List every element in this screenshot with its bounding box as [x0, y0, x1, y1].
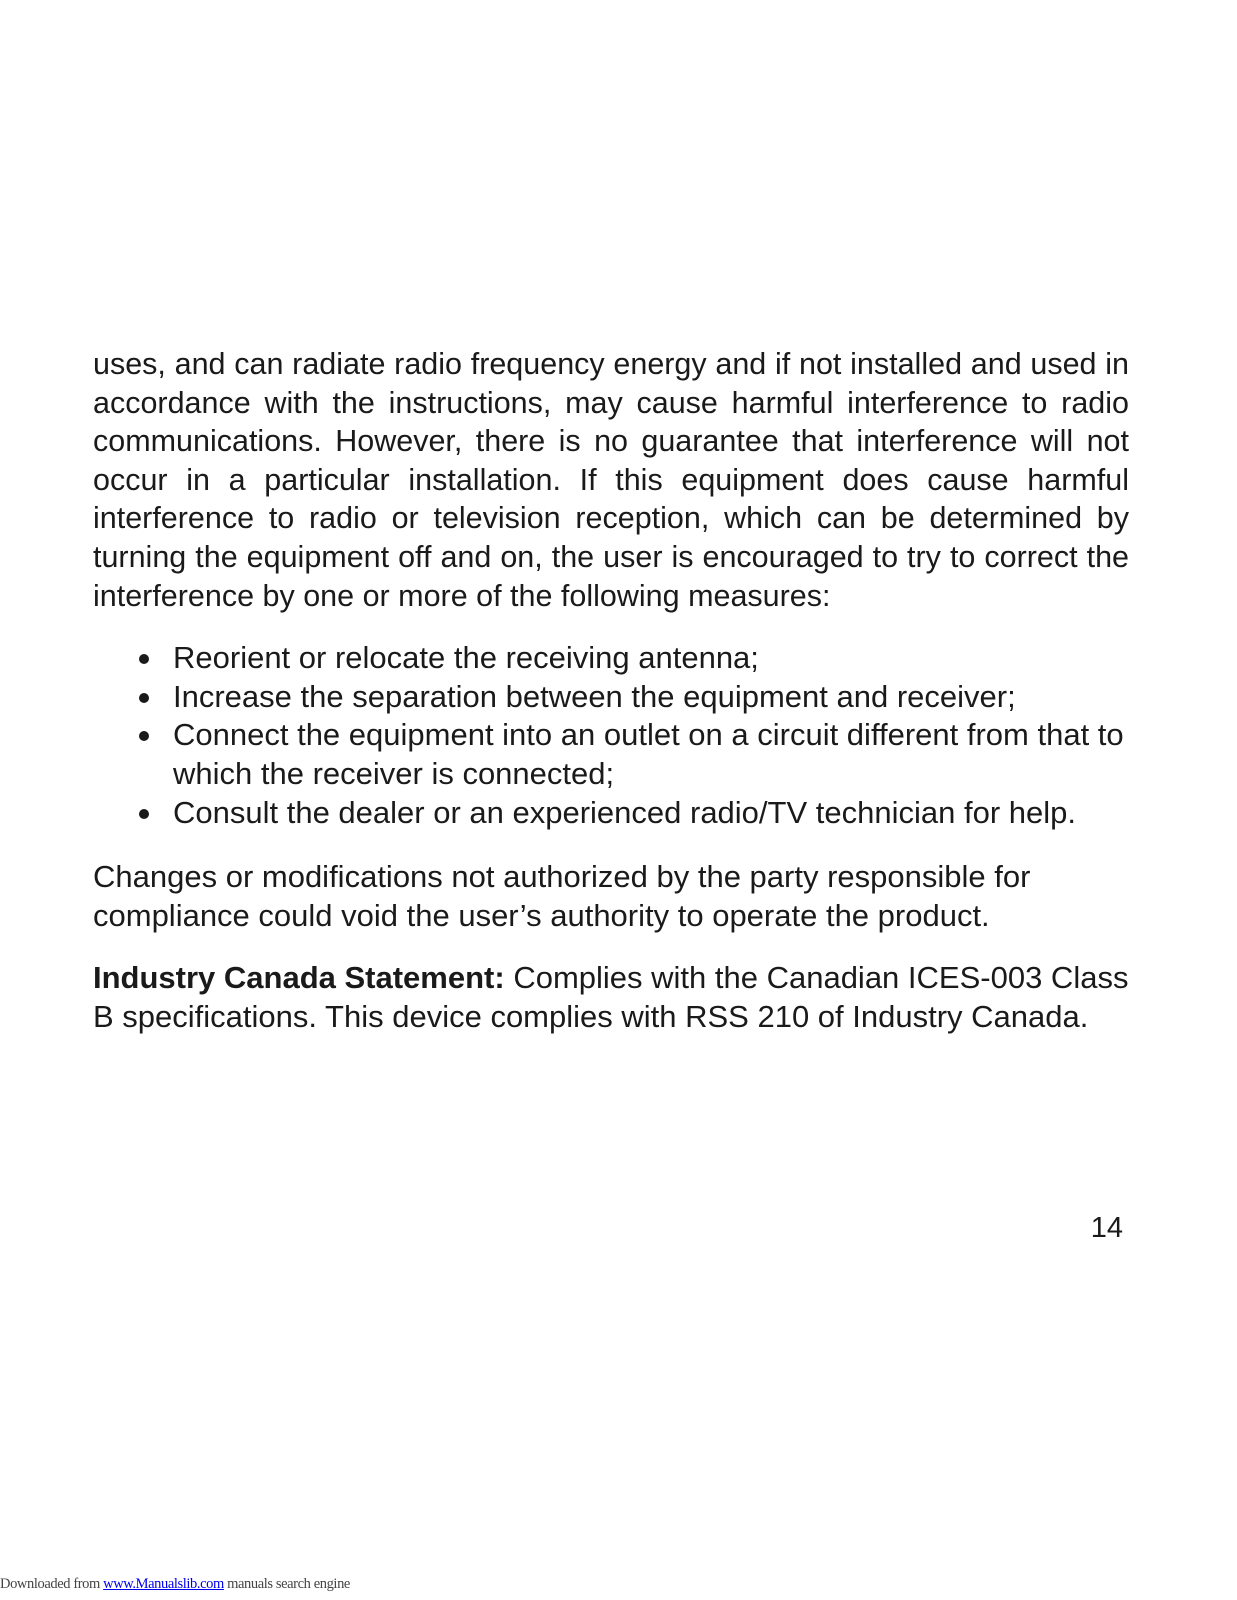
industry-canada-statement: [93, 959, 1129, 1036]
manualslib-link[interactable]: www.Manualslib.com: [103, 1576, 224, 1592]
list-item: Increase the separation between the equipment and receiver;: [137, 678, 1129, 717]
footer-suffix: manuals search engine: [223, 1576, 350, 1592]
industry-canada-label: Industry Canada Statement:: [93, 960, 505, 996]
industry-canada-text: Complies with the Canadian ICES-003 Class B specifications. This device complies with RSS 210 of Industry Canada.: [93, 960, 1129, 1034]
modifications-warning-paragraph: Changes or modifications not authorized by the party responsible for compliance could void the user’s authority to operate the product.: [93, 859, 1031, 933]
footer-prefix: Downloaded from: [0, 1576, 104, 1592]
list-item: Connect the equipment into an outlet on a circuit different from that to which the receiver is connected;: [137, 716, 1129, 793]
download-footer: [0, 1576, 350, 1593]
list-item: Consult the dealer or an experienced radio/TV technician for help.: [137, 794, 1129, 833]
interference-measures-list: [93, 639, 1129, 832]
list-item: Reorient or relocate the receiving antenna;: [137, 639, 1129, 678]
manual-page-content: [93, 345, 1129, 1037]
page-number: 14: [1090, 1212, 1123, 1244]
fcc-interference-paragraph: uses, and can radiate radio frequency energy and if not installed and used in accordance with the instructions, may cause harmful interference to radio communications. However, there is no guarantee that interference will not occur in a particular installation. If this equipment does cause harmful interference to radio or television reception, which can be determined by turning the equipment off and on, the user is encouraged to try to correct the interference by one or more of the following measures:: [93, 347, 1129, 613]
